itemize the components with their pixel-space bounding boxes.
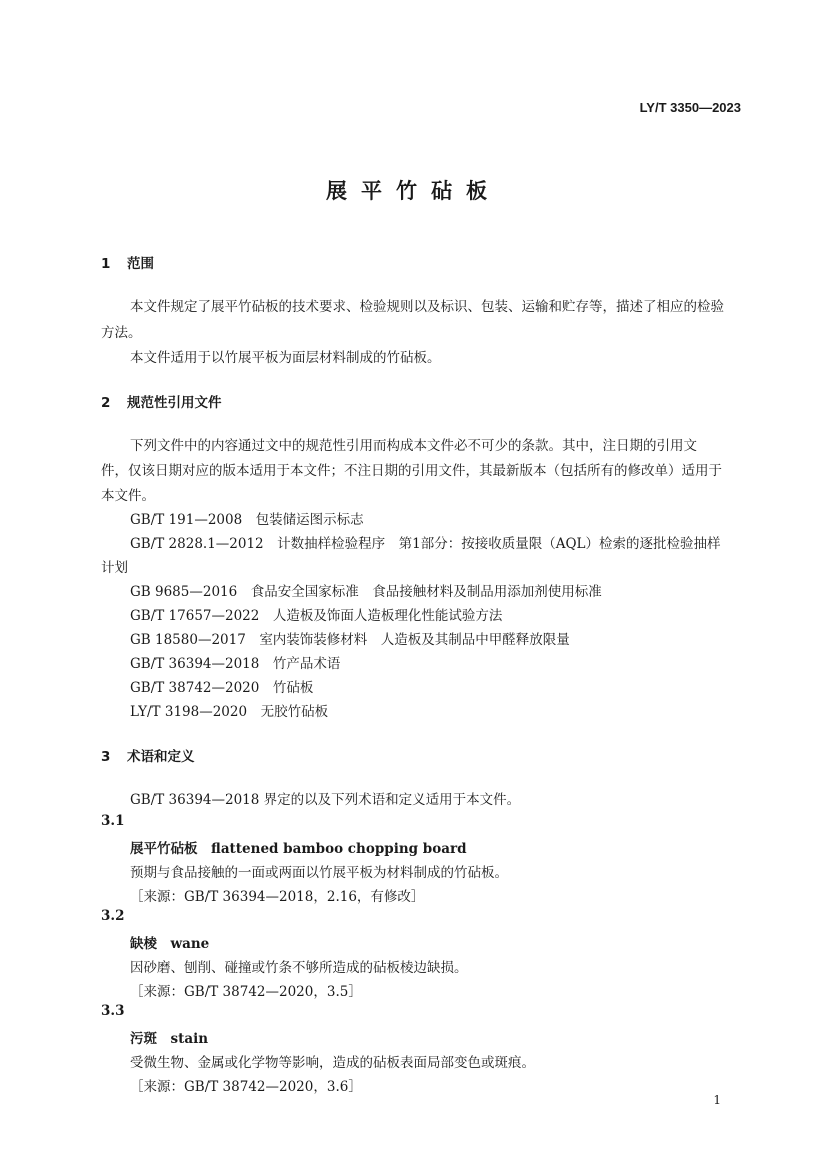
term-source: ［来源：GB/T 36394—2018，2.16，有修改］ <box>130 889 425 905</box>
section-number: 1 <box>101 256 111 272</box>
term-definition: 因砂磨、刨削、碰撞或竹条不够所造成的砧板棱边缺损。 <box>130 960 468 976</box>
reference-item <box>130 628 570 648</box>
term-definition: 预期与食品接触的一面或两面以竹展平板为材料制成的竹砧板。 <box>130 865 508 881</box>
reference-item <box>130 652 340 672</box>
section-title: 范围 <box>127 256 154 272</box>
paragraph-line: 件，仅该日期对应的版本适用于本文件；不注日期的引用文件，其最新版本（包括所有的修改单）适用于 <box>101 463 722 479</box>
term-source: ［来源：GB/T 38742—2020，3.5］ <box>130 984 362 1000</box>
section-heading <box>101 745 195 765</box>
reference-code: GB/T 191—2008 <box>130 512 243 528</box>
reference-title: 计数抽样检验程序 第1部分：按接收质量限（AQL）检索的逐批检验抽样 <box>277 536 721 552</box>
section-heading <box>101 391 222 411</box>
reference-item <box>130 604 502 624</box>
term-title: 缺棱 wane <box>130 936 210 952</box>
reference-item <box>130 532 721 552</box>
reference-title: 食品安全国家标准 食品接触材料及制品用添加剂使用标准 <box>250 584 602 600</box>
reference-code: GB/T 38742—2020 <box>130 680 260 696</box>
term-title: 展平竹砧板 flattened bamboo chopping board <box>130 841 467 857</box>
standard-code: LY/T 3350—2023 <box>639 100 741 115</box>
term-definition: 受微生物、金属或化学物等影响，造成的砧板表面局部变色或斑痕。 <box>130 1055 535 1071</box>
reference-title-continued: 计划 <box>101 560 128 576</box>
reference-title: 无胶竹砧板 <box>260 704 329 720</box>
paragraph-line: 方法。 <box>101 325 142 341</box>
term-source: ［来源：GB/T 38742—2020，3.6］ <box>130 1079 362 1095</box>
paragraph-line: 下列文件中的内容通过文中的规范性引用而构成本文件必不可少的条款。其中，注日期的引用文 <box>130 438 697 454</box>
reference-code: GB/T 36394—2018 <box>130 656 260 672</box>
paragraph-line: 本文件适用于以竹展平板为面层材料制成的竹砧板。 <box>130 350 441 366</box>
reference-title: 竹产品术语 <box>272 656 341 672</box>
paragraph-line: 本文件。 <box>101 488 155 504</box>
reference-code: GB 9685—2016 <box>130 584 238 600</box>
section-number: 3 <box>101 749 111 765</box>
paragraph-line: GB/T 36394—2018 界定的以及下列术语和定义适用于本文件。 <box>130 792 521 808</box>
section-title: 术语和定义 <box>127 749 195 765</box>
reference-code: GB/T 17657—2022 <box>130 608 260 624</box>
reference-item <box>130 676 313 696</box>
term-number: 3.3 <box>101 1003 125 1019</box>
section-title: 规范性引用文件 <box>127 395 222 411</box>
reference-item <box>130 508 364 528</box>
reference-title: 包装储运图示标志 <box>255 512 364 528</box>
reference-title: 人造板及饰面人造板理化性能试验方法 <box>272 608 503 624</box>
reference-code: GB/T 2828.1—2012 <box>130 536 264 552</box>
term-number: 3.1 <box>101 813 125 829</box>
page-title: 展平竹砧板 <box>326 179 501 203</box>
term-number: 3.2 <box>101 908 125 924</box>
reference-code: LY/T 3198—2020 <box>130 704 248 720</box>
section-number: 2 <box>101 395 111 411</box>
reference-title: 竹砧板 <box>272 680 314 696</box>
reference-code: GB 18580—2017 <box>130 632 246 648</box>
term-title: 污斑 stain <box>130 1031 209 1047</box>
reference-title: 室内装饰装修材料 人造板及其制品中甲醛释放限量 <box>259 632 570 648</box>
reference-item <box>130 580 602 600</box>
paragraph-line: 本文件规定了展平竹砧板的技术要求、检验规则以及标识、包装、运输和贮存等，描述了相应的检验 <box>130 299 724 315</box>
page-number: 1 <box>713 1093 721 1107</box>
section-heading <box>101 252 154 272</box>
reference-item <box>130 700 328 720</box>
